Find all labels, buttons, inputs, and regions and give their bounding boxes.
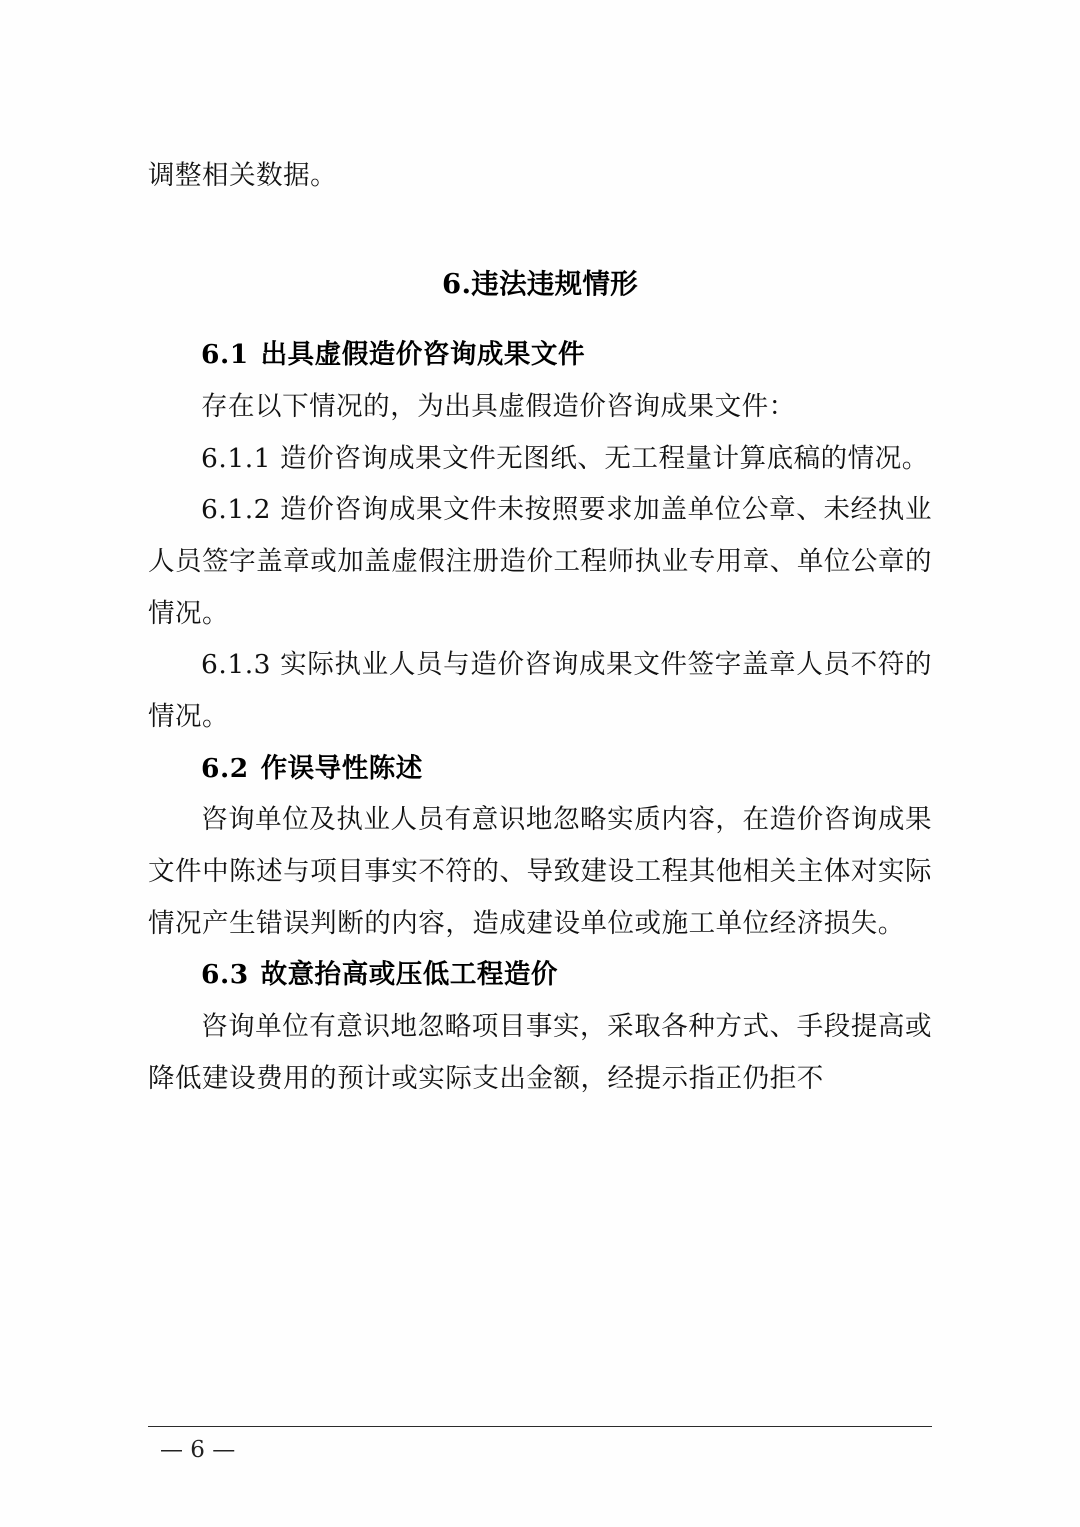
subsection-heading-6-1: [148, 329, 932, 381]
footer-divider: [148, 1426, 932, 1427]
page-body: [148, 150, 932, 1104]
subsection-title: 故意抬高或压低工程造价: [260, 959, 558, 991]
subsection-number: 6.2: [201, 752, 249, 784]
page-number: — 6 —: [160, 1437, 236, 1463]
section-heading: 6.违法违规情形: [442, 267, 638, 300]
subsection-heading-6-3: [148, 949, 932, 1001]
subsection-number: 6.3: [201, 959, 249, 991]
subsection-number: 6.1: [201, 339, 249, 371]
paragraph: 6.1.3 实际执业人员与造价咨询成果文件签字盖章人员不符的情况。: [148, 649, 932, 732]
spacer: [148, 202, 932, 258]
paragraph: 咨询单位及执业人员有意识地忽略实质内容，在造价咨询成果文件中陈述与项目事实不符的、导致建设工程其他相关主体对实际情况产生错误判断的内容，造成建设单位或施工单位经济损失。: [148, 804, 932, 939]
paragraph: 6.1.2 造价咨询成果文件未按照要求加盖单位公章、未经执业人员签字盖章或加盖虚假注册造价工程师执业专用章、单位公章的情况。: [148, 494, 932, 629]
spacer: [148, 311, 932, 329]
page-footer: [0, 1426, 1080, 1463]
paragraph: 6.1.1 造价咨询成果文件无图纸、无工程量计算底稿的情况。: [201, 442, 929, 474]
subsection-heading-6-2: [148, 743, 932, 795]
subsection-title: 作误导性陈述: [260, 752, 423, 784]
paragraph: 咨询单位有意识地忽略项目事实，采取各种方式、手段提高或降低建设费用的预计或实际支出金额，经提示指正仍拒不: [148, 1011, 932, 1094]
subsection-title: 出具虚假造价咨询成果文件: [260, 339, 585, 371]
paragraph: 存在以下情况的，为出具虚假造价咨询成果文件：: [201, 390, 796, 422]
continued-paragraph: 调整相关数据。: [148, 160, 338, 191]
